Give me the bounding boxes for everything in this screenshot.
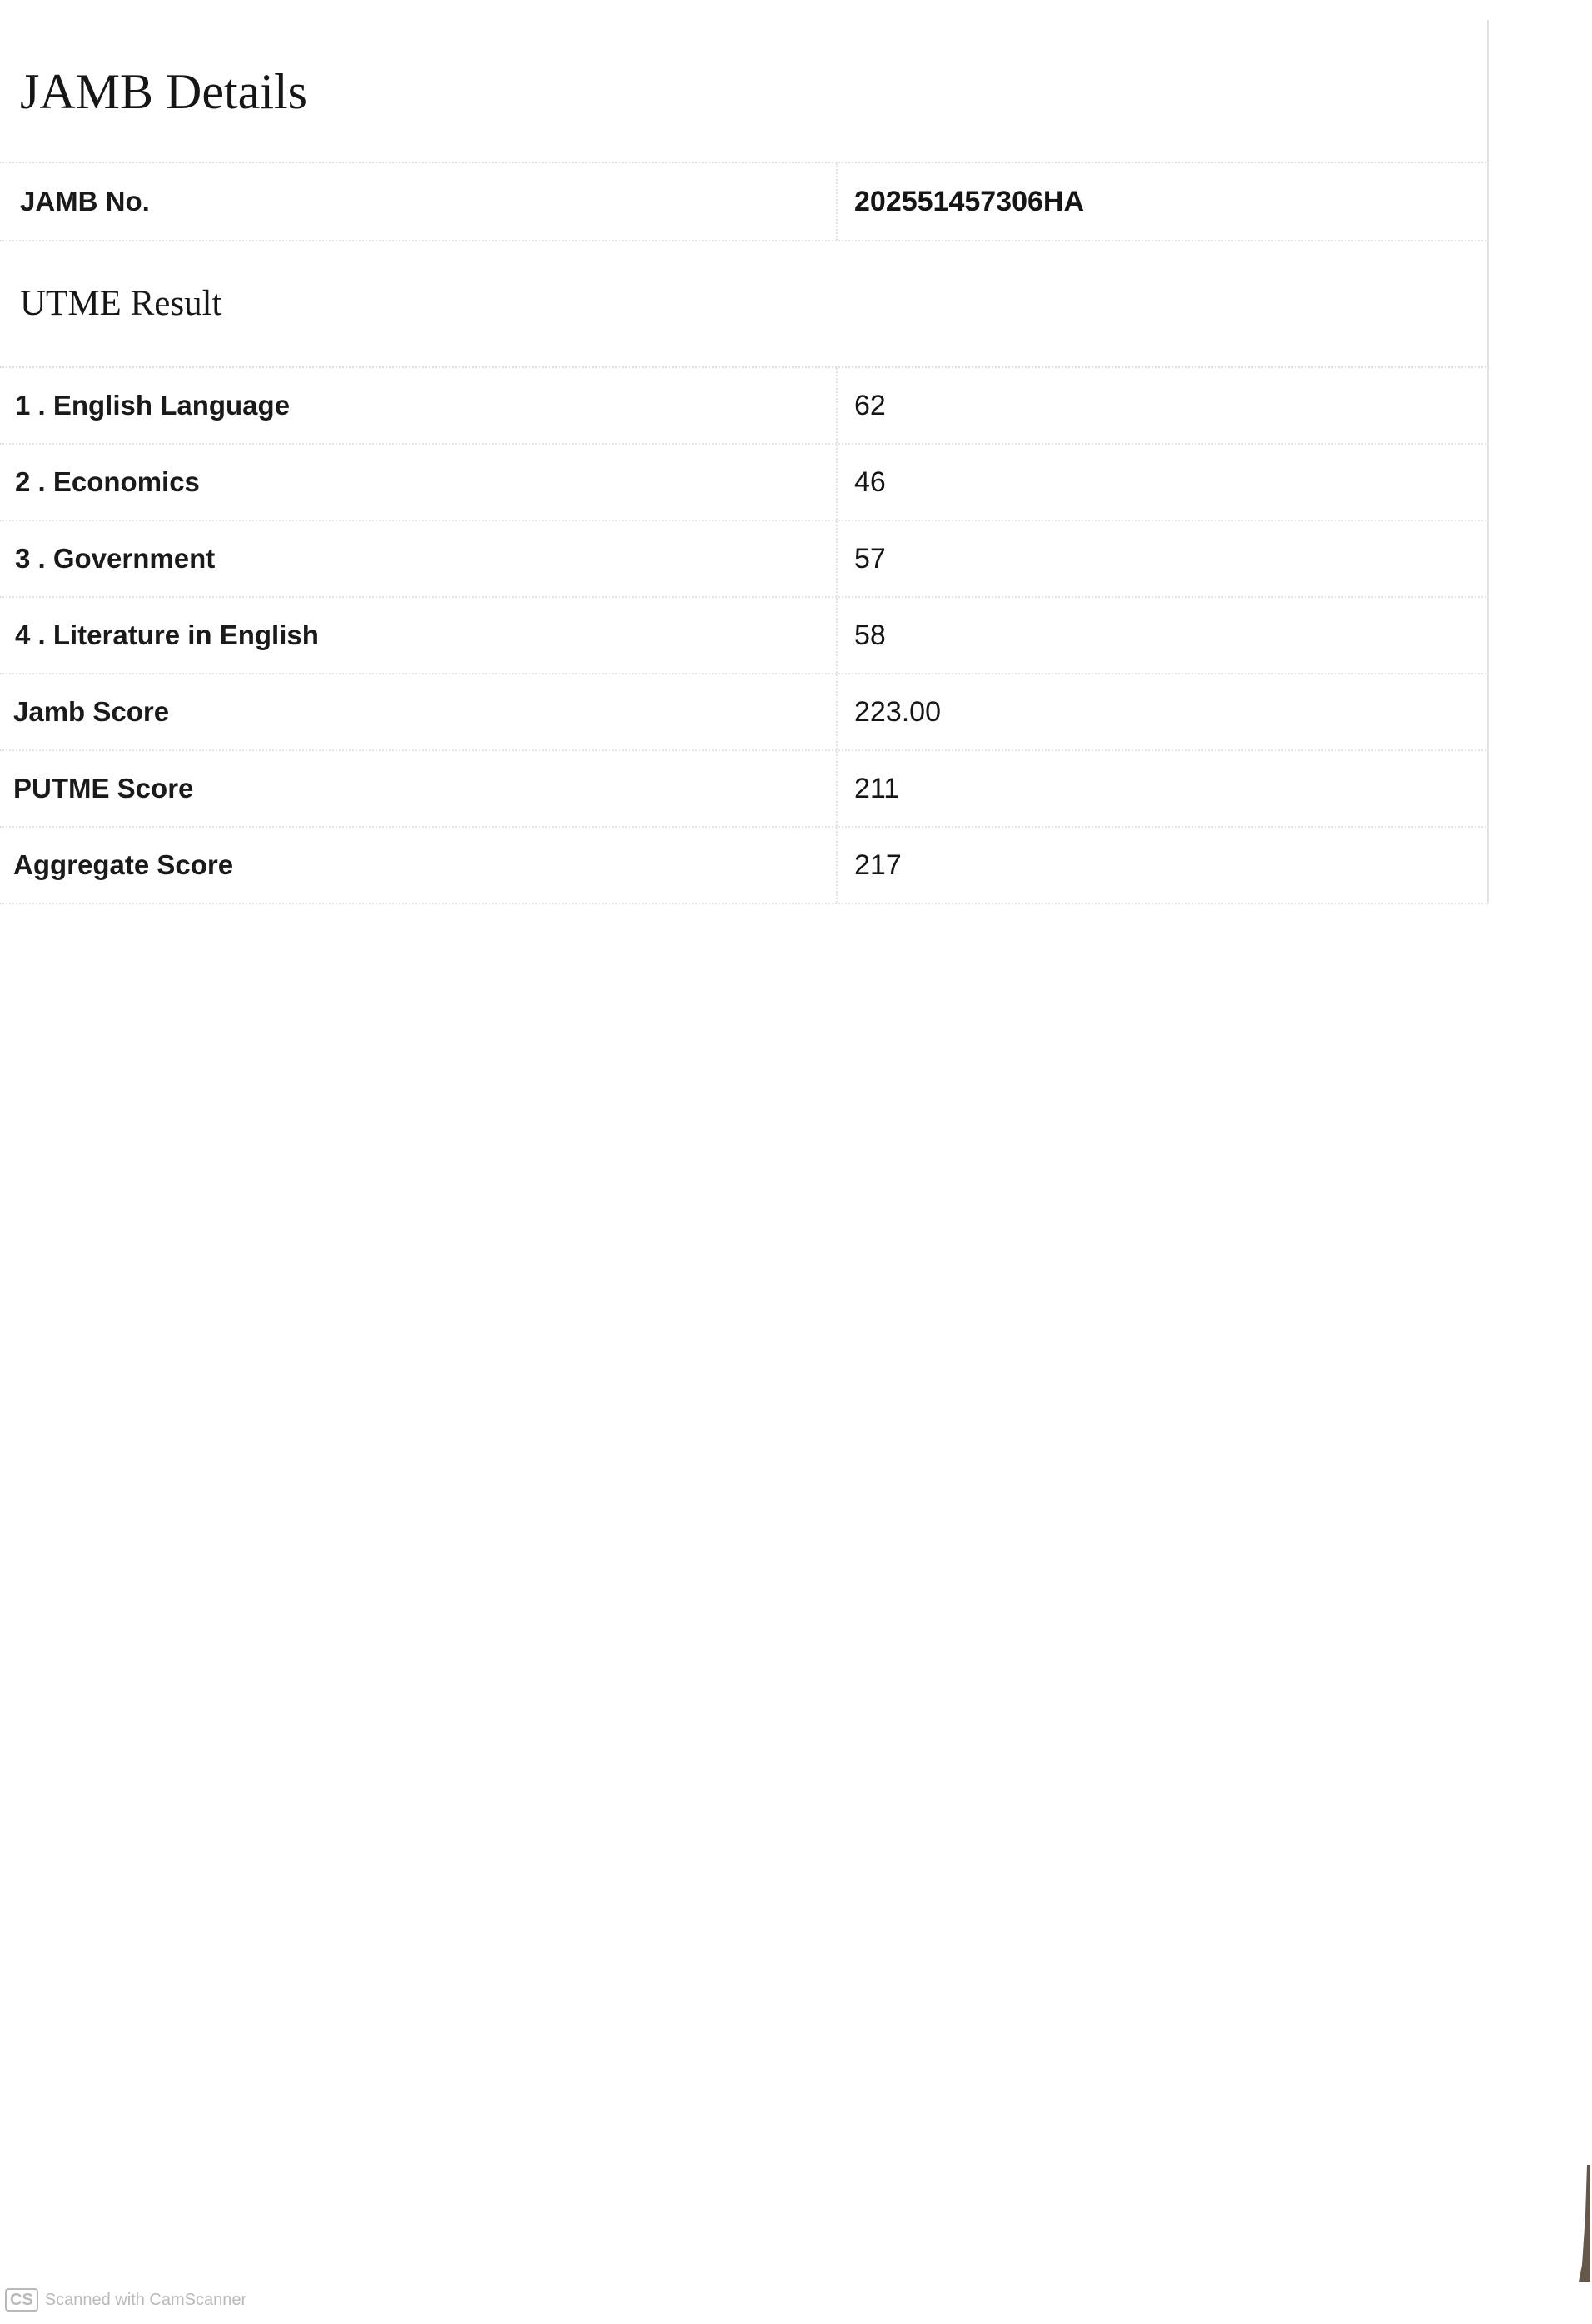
- camscanner-watermark: [5, 2288, 246, 2312]
- subject-label: 3 . Government: [0, 521, 838, 596]
- subject-label: 2 . Economics: [0, 445, 838, 520]
- aggregate-score-row: [0, 828, 1489, 904]
- jamb-number-label: JAMB No.: [0, 163, 838, 240]
- utme-result-title: UTME Result: [20, 284, 222, 323]
- putme-score-label: PUTME Score: [0, 751, 838, 826]
- putme-score-row: [0, 751, 1489, 828]
- jamb-details-header: [0, 20, 1489, 163]
- putme-score-value: 211: [854, 772, 900, 804]
- jamb-number-value: 202551457306HA: [854, 185, 1085, 217]
- subject-score: 57: [854, 542, 886, 575]
- subject-row: [0, 445, 1489, 521]
- page-edge-shadow: [1579, 2165, 1590, 2282]
- jamb-score-row: [0, 674, 1489, 751]
- camscanner-text: Scanned with CamScanner: [44, 2290, 247, 2309]
- jamb-number-row: [0, 163, 1489, 241]
- subject-score: 58: [854, 619, 886, 651]
- aggregate-score-value: 217: [854, 848, 902, 881]
- aggregate-score-label: Aggregate Score: [0, 828, 838, 903]
- jamb-details-table: [0, 20, 1489, 904]
- subject-row: [0, 368, 1489, 445]
- subject-row: [0, 598, 1489, 674]
- subject-row: [0, 521, 1489, 598]
- jamb-score-label: Jamb Score: [0, 674, 838, 749]
- subject-label: 4 . Literature in English: [0, 598, 838, 673]
- subject-score: 62: [854, 389, 886, 421]
- subject-score: 46: [854, 465, 886, 498]
- subject-label: 1 . English Language: [0, 368, 838, 443]
- jamb-score-value: 223.00: [854, 695, 941, 728]
- utme-result-header: [0, 241, 1489, 368]
- jamb-details-title: JAMB Details: [20, 64, 307, 119]
- camscanner-logo-icon: CS: [5, 2288, 38, 2312]
